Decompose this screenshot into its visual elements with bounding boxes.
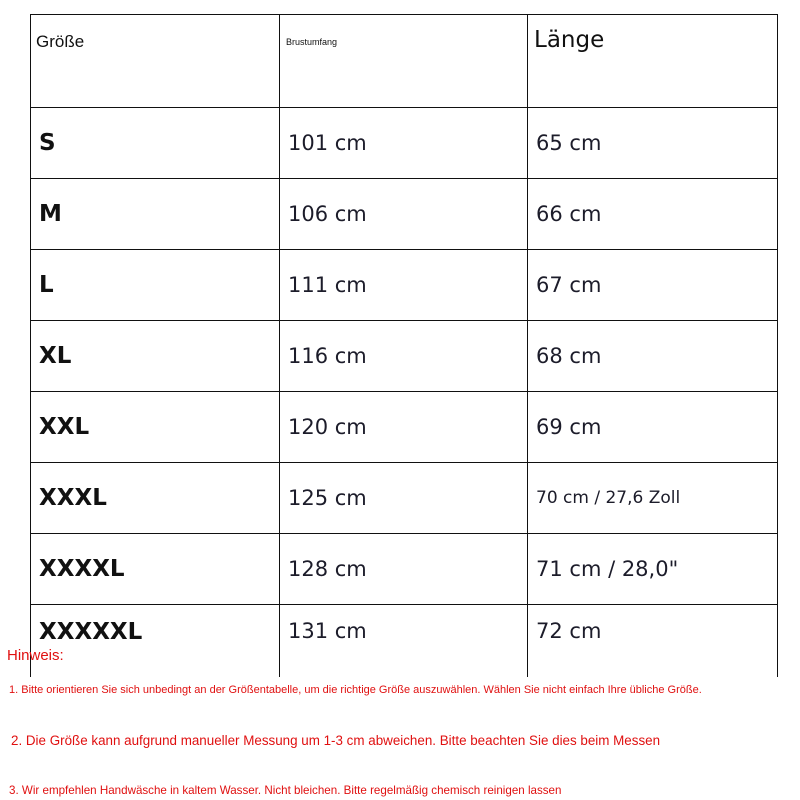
table-row <box>31 534 778 605</box>
chest-cell: 131 cm <box>280 605 528 678</box>
chest-cell: 116 cm <box>280 321 528 392</box>
notes-section <box>0 636 800 800</box>
size-cell: XXXXXL <box>31 605 280 678</box>
chest-cell: 101 cm <box>280 108 528 179</box>
header-chest: Brustumfang <box>280 15 528 108</box>
length-cell: 68 cm <box>528 321 778 392</box>
length-cell: 67 cm <box>528 250 778 321</box>
size-cell: XXL <box>31 392 280 463</box>
chest-cell: 128 cm <box>280 534 528 605</box>
length-cell: 72 cm <box>528 605 778 678</box>
length-cell: 69 cm <box>528 392 778 463</box>
note-item: 3. Wir empfehlen Handwäsche in kaltem Wasser. Nicht bleichen. Bitte regelmäßig chemisch reinigen lassen <box>9 784 562 797</box>
header-length: Länge <box>528 15 778 108</box>
size-cell: XXXXL <box>31 534 280 605</box>
table-row <box>31 321 778 392</box>
size-cell: M <box>31 179 280 250</box>
notes-title: Hinweis: <box>7 647 64 664</box>
table-row <box>31 108 778 179</box>
note-item: 2. Die Größe kann aufgrund manueller Messung um 1-3 cm abweichen. Bitte beachten Sie dies beim Messen <box>11 733 661 748</box>
length-cell: 65 cm <box>528 108 778 179</box>
table-row <box>31 179 778 250</box>
length-cell: 70 cm / 27,6 Zoll <box>528 463 778 534</box>
table-row <box>31 392 778 463</box>
chest-cell: 111 cm <box>280 250 528 321</box>
note-item: 1. Bitte orientieren Sie sich unbedingt an der Größentabelle, um die richtige Größe auszuwählen. Wählen Sie nicht einfach Ihre übliche Größe. <box>9 684 702 696</box>
table-row <box>31 250 778 321</box>
length-cell: 71 cm / 28,0" <box>528 534 778 605</box>
table-row <box>31 463 778 534</box>
size-cell: S <box>31 108 280 179</box>
size-cell: XXXL <box>31 463 280 534</box>
table-header-row <box>31 15 778 108</box>
size-cell: L <box>31 250 280 321</box>
size-chart-table <box>30 14 778 677</box>
length-cell: 66 cm <box>528 179 778 250</box>
chest-cell: 125 cm <box>280 463 528 534</box>
size-cell: XL <box>31 321 280 392</box>
chest-cell: 106 cm <box>280 179 528 250</box>
header-size: Größe <box>31 15 280 108</box>
chest-cell: 120 cm <box>280 392 528 463</box>
